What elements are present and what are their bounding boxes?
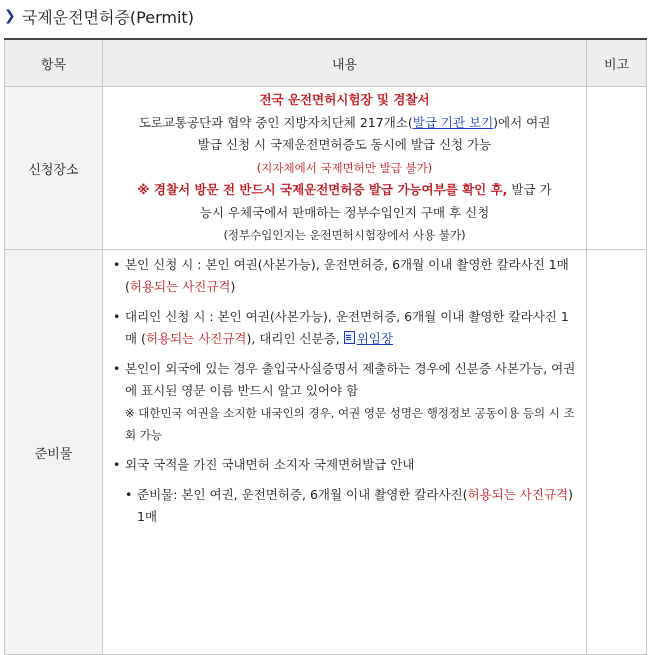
location-line1-end: )에서 여권 <box>493 114 551 130</box>
note-location <box>587 87 647 250</box>
location-heading: 전국 운전면허시험장 및 경찰서 <box>259 92 430 108</box>
issuing-agency-link[interactable]: 발급 기관 보기 <box>412 114 494 130</box>
header-content: 내용 <box>103 39 587 87</box>
power-of-attorney-link[interactable]: 위임장 <box>356 331 393 346</box>
item-text: 대리인 신청 시 : 본인 여권(사본가능), 운전면허증, 6개월 이내 촬영한 칼라사진 1매 ( <box>125 309 569 346</box>
bullet: • <box>113 457 121 472</box>
header-note: 비고 <box>587 39 647 87</box>
bullet: • <box>113 309 121 324</box>
permit-table <box>4 38 647 655</box>
location-warning: ※ 경찰서 방문 전 반드시 국제운전면허증 발급 가능여부를 확인 후, <box>137 182 508 198</box>
item-text: 준비물: 본인 여권, 운전면허증, 6개월 이내 촬영한 칼라사진( <box>137 487 468 502</box>
bullet: • <box>113 257 121 272</box>
table-row-location <box>5 87 647 250</box>
item-text-end: ) 1매 <box>137 487 573 524</box>
chevron-right-icon: ❯ <box>4 8 16 24</box>
item-text: 본인이 외국에 있는 경우 출입국사실증명서 제출하는 경우에 신분증 사본가능, 여권에 표시된 영문 이름 반드시 알고 있어야 함 <box>125 361 576 398</box>
bullet: • <box>125 487 133 502</box>
item-text-mid: ), 대리인 신분증, <box>246 331 344 346</box>
note-materials <box>587 250 647 655</box>
section-title <box>4 5 194 27</box>
list-item <box>111 454 576 476</box>
location-line4-end: 발급 가 <box>507 182 552 198</box>
location-line5: 능시 우체국에서 판매하는 정부수입인지 구매 후 신청 <box>199 204 490 220</box>
list-subitem <box>111 484 576 528</box>
item-text-end: ) <box>230 279 236 294</box>
location-line6: (정부수입인지는 운전면허시험장에서 사용 불가) <box>223 228 466 243</box>
item-note: ※ 대한민국 여권을 소지한 내국인의 경우, 여권 영문 성명은 행정정보 공동이용 등의 시 조회 가능 <box>125 406 575 442</box>
section-title-text: 국제운전면허증(Permit) <box>21 7 194 27</box>
photo-rule-text: 허용되는 사진규격 <box>129 279 231 294</box>
list-item <box>111 358 576 446</box>
location-line2: 발급 신청 시 국제운전면허증도 동시에 발급 신청 가능 <box>197 137 492 153</box>
document-icon <box>344 331 355 344</box>
location-line3: (지자체에서 국제면허만 발급 불가) <box>256 160 433 175</box>
photo-rule-text: 허용되는 사진규격 <box>467 487 569 502</box>
item-text: 본인 신청 시 : 본인 여권(사본가능), 운전면허증, 6개월 이내 촬영한 칼라사진 1매( <box>125 257 569 294</box>
location-line1 <box>109 112 580 135</box>
location-line1-text: 도로교통공단과 협약 중인 지방자치단체 217개소( <box>138 114 413 130</box>
photo-rule-text: 허용되는 사진규격 <box>145 331 247 346</box>
row-label-materials: 준비물 <box>5 250 103 655</box>
table-row-materials <box>5 250 647 655</box>
table-header-row <box>5 39 647 87</box>
list-item <box>111 254 576 298</box>
list-item <box>111 306 576 350</box>
item-text: 외국 국적을 가진 국내면허 소지자 국제면허발급 안내 <box>125 457 415 472</box>
location-line4 <box>109 179 580 202</box>
header-item: 항목 <box>5 39 103 87</box>
bullet: • <box>113 361 121 376</box>
materials-content <box>103 250 587 655</box>
location-content <box>103 87 587 250</box>
row-label-location: 신청장소 <box>5 87 103 250</box>
